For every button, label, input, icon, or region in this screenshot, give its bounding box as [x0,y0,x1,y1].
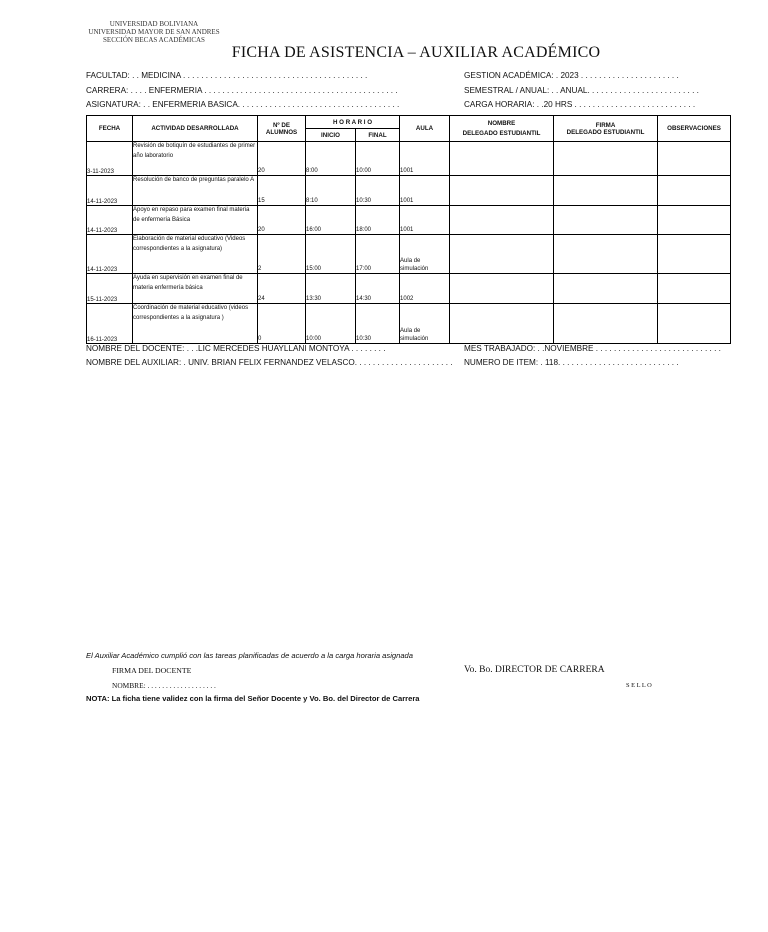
carrera-field: CARRERA: . . . . ENFERMERIA . . . . . . . . . . . . . . . . . . . . . . . . . . . . . . . . . . . . . . . . . . . [86,86,398,95]
header-fecha: FECHA [87,116,133,142]
mes-trabajado-field: MES TRABAJADO: . .NOVIEMBRE . . . . . . . . . . . . . . . . . . . . . . . . . . . . [464,344,721,353]
cell-fecha: 14-11-2023 [87,176,133,206]
cell-alumnos: 20 [258,206,306,235]
cell-aula: 1001 [400,206,450,235]
nombre-label: NOMBRE: . . . . . . . . . . . . . . . . . . . [112,681,216,690]
cell-nombre-delegado[interactable] [450,274,554,304]
cell-firma-delegado[interactable] [554,176,658,206]
cell-aula: Aula de simulación [400,304,450,344]
cell-alumnos: 0 [258,304,306,344]
page-title: FICHA DE ASISTENCIA – AUXILIAR ACADÉMICO [231,44,601,61]
cell-nombre-delegado[interactable] [450,235,554,274]
compliance-statement: El Auxiliar Académico cumplió con las tareas planificadas de acuerdo a la carga horaria asignada [86,651,413,660]
numero-item-field: NUMERO DE ITEM: . 118. . . . . . . . . . . . . . . . . . . . . . . . . . . [464,358,679,367]
firma-docente-label: FIRMA DEL DOCENTE [112,666,192,675]
header-inicio: INICIO [306,129,356,142]
cell-observaciones[interactable] [658,206,731,235]
university-line: SECCIÓN BECAS ACADÉMICAS [103,36,205,44]
docente-field: NOMBRE DEL DOCENTE: . . .LIC MERCEDES HUAYLLANI MONTOYA . . . . . . . . [86,344,386,353]
cell-nombre-delegado[interactable] [450,142,554,176]
gestion-field: GESTION ACADÉMICA: . 2023 . . . . . . . . . . . . . . . . . . . . . . [464,71,679,80]
university-header [84,20,224,44]
cell-inicio: 15:00 [306,235,356,274]
cell-nombre-delegado[interactable] [450,206,554,235]
cell-aula: 1002 [400,274,450,304]
cell-alumnos: 24 [258,274,306,304]
table-row [87,274,731,304]
cell-inicio: 10:00 [306,304,356,344]
cell-final: 17:00 [356,235,400,274]
cell-actividad: Elaboración de material educativo (Videos correspondientes a la asignatura) [133,235,258,274]
cell-observaciones[interactable] [658,235,731,274]
facultad-field: FACULTAD: . . MEDICINA . . . . . . . . . . . . . . . . . . . . . . . . . . . . . . . . . . . . . . . . . [86,71,368,80]
header-firma-top: FIRMA [595,121,616,129]
cell-nombre-delegado[interactable] [450,176,554,206]
cell-aula: Aula de simulación [400,235,450,274]
header-final: FINAL [356,129,400,142]
cell-firma-delegado[interactable] [554,142,658,176]
cell-alumnos: 2 [258,235,306,274]
cell-final: 18:00 [356,206,400,235]
cell-observaciones[interactable] [658,304,731,344]
carga-horaria-field: CARGA HORARIA: . .20 HRS . . . . . . . . . . . . . . . . . . . . . . . . . . . [464,100,696,109]
cell-final: 14:30 [356,274,400,304]
cell-actividad: Resolución de banco de preguntas paralelo A [133,176,258,206]
header-aula: AULA [400,116,450,142]
cell-fecha: 3-11-2023 [87,142,133,176]
cell-firma-delegado[interactable] [554,235,658,274]
table-row [87,176,731,206]
table-row [87,304,731,344]
vobo-director-label: Vo. Bo. DIRECTOR DE CARRERA [464,665,605,675]
cell-fecha: 16-11-2023 [87,304,133,344]
nota-text: NOTA: La ficha tiene validez con la firma del Señor Docente y Vo. Bo. del Director de Carrera [86,694,420,703]
sello-label: S E L L O [626,682,652,689]
asignatura-field: ASIGNATURA: . . ENFERMERIA BASICA. . . . . . . . . . . . . . . . . . . . . . . . . . . . . . . . . . . . [86,100,400,109]
cell-observaciones[interactable] [658,142,731,176]
cell-aula: 1001 [400,176,450,206]
header-actividad: ACTIVIDAD DESARROLLADA [133,116,258,142]
cell-observaciones[interactable] [658,274,731,304]
auxiliar-field: NOMBRE DEL AUXILIAR: . UNIV. BRIAN FELIX FERNANDEZ VELASCO. . . . . . . . . . . . . . . . . . . . . . [86,358,453,367]
cell-firma-delegado[interactable] [554,206,658,235]
cell-firma-delegado[interactable] [554,304,658,344]
cell-nombre-delegado[interactable] [450,304,554,344]
cell-fecha: 14-11-2023 [87,206,133,235]
header-nombre-top: NOMBRE [487,120,516,127]
cell-actividad: Coordinación de material educativo (videos correspondientes a la asignatura ) [133,304,258,344]
cell-final: 10:00 [356,142,400,176]
header-firma-bottom: DELEGADO ESTUDIANTIL [566,128,645,136]
semestral-field: SEMESTRAL / ANUAL: . . ANUAL. . . . . . . . . . . . . . . . . . . . . . . . . [464,86,699,95]
table-row [87,235,731,274]
cell-actividad: Apoyo en repaso para examen final materia de enfermería Básica [133,206,258,235]
header-nombre-bottom: DELEGADO ESTUDIANTIL [462,130,541,137]
university-line: UNIVERSIDAD BOLIVIANA [109,20,199,28]
cell-final: 10:30 [356,304,400,344]
cell-actividad: Revisión de botiquín de estudiantes de primer año laboratorio [133,142,258,176]
header-firma-delegado [554,116,658,142]
attendance-table [86,115,731,344]
header-horario: H O R A R I O [306,116,400,129]
cell-inicio: 16:00 [306,206,356,235]
cell-final: 10:30 [356,176,400,206]
cell-observaciones[interactable] [658,176,731,206]
table-row [87,206,731,235]
header-alumnos: Nº DE ALUMNOS [258,116,306,142]
cell-fecha: 15-11-2023 [87,274,133,304]
cell-aula: 1001 [400,142,450,176]
cell-firma-delegado[interactable] [554,274,658,304]
cell-actividad: Ayuda en supervisión en examen final de materia enfermería básica [133,274,258,304]
cell-inicio: 8:10 [306,176,356,206]
cell-inicio: 8:00 [306,142,356,176]
cell-inicio: 13:30 [306,274,356,304]
header-nombre-delegado [450,116,554,142]
header-observaciones: OBSERVACIONES [658,116,731,142]
university-line: UNIVERSIDAD MAYOR DE SAN ANDRES [88,28,220,36]
table-row [87,142,731,176]
cell-alumnos: 15 [258,176,306,206]
cell-fecha: 14-11-2023 [87,235,133,274]
cell-alumnos: 20 [258,142,306,176]
